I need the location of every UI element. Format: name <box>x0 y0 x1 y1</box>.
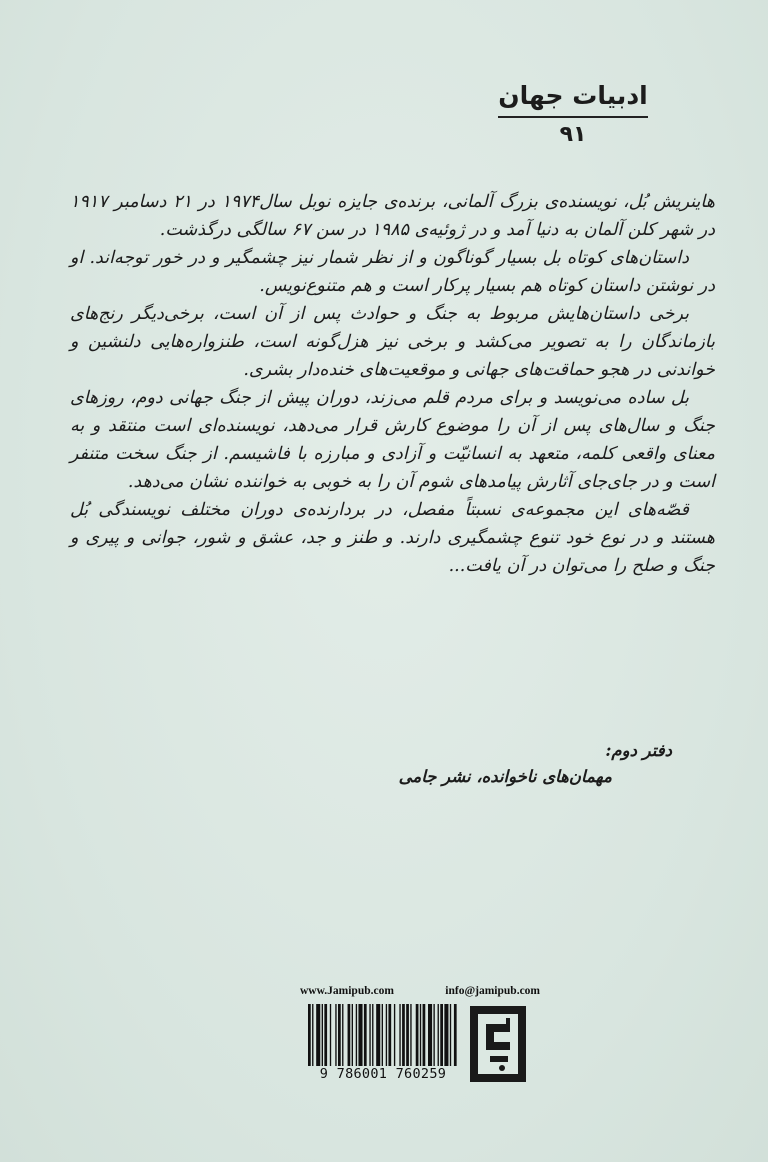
blurb-paragraph-4: بل ساده می‌نویسد و برای مردم قلم می‌زند، دوران پیش از جنگ جهانی دوم، روزهای جنگ و سال‌های پس از آن را موضوع کارش قرار می‌دهد، نویسنده‌ای است منتقد و به معنای واقعی کلمه، متعهد به انسانیّت و آزادی و مبارزه با فاشیسم. از جنگ سخت متنفر است و در جای‌جای آثارش پیامدهای شوم آن را به خوبی به خواننده نشان می‌دهد. <box>70 388 715 492</box>
barcode-bar <box>322 1004 323 1066</box>
barcode-bar <box>316 1004 320 1066</box>
barcode-bar <box>406 1004 409 1066</box>
barcode-bars <box>308 1004 458 1066</box>
blurb-paragraph-1: هاینریش بُل، نویسنده‌ی بزرگ آلمانی، برنده‌ی جایزه نوبل سال۱۹۷۴ در ۲۱ دسامبر ۱۹۱۷ در شهر کلن آلمان به دنیا آمد و در ژوئیه‌ی ۱۹۸۵ در سن ۶۷ سالگی درگذشت. <box>70 192 715 240</box>
barcode-bar <box>369 1004 370 1066</box>
second-book-note <box>272 738 672 790</box>
barcode-bar <box>382 1004 383 1066</box>
series-title: ادبیات جهان <box>498 81 648 110</box>
barcode-bar <box>308 1004 311 1066</box>
barcode-bar <box>428 1004 432 1066</box>
barcode-bar <box>438 1004 439 1066</box>
barcode-bar <box>364 1004 367 1066</box>
barcode-bar <box>386 1004 387 1066</box>
back-cover-blurb <box>70 188 715 580</box>
barcode-bar <box>402 1004 405 1066</box>
barcode-bar <box>376 1004 380 1066</box>
blurb-paragraph-5: قصّه‌های این مجموعه‌ی نسبتاً مفصل، در بردارنده‌ی دوران مختلف نویسندگی بُل هستند و در نوع خود تنوع چشمگیری دارند. و طنز و جد، عشق و شور، جوانی و پیری و جنگ و صلح را می‌توان در آن یافت... <box>70 500 715 576</box>
second-book-title: مهمان‌های ناخوانده، نشر جامی <box>398 767 612 786</box>
barcode-bar <box>420 1004 421 1066</box>
blurb-paragraph-2: داستان‌های کوتاه بل بسیار گوناگون و از نظر شمار نیز چشمگیر و در خور توجه‌اند. او در نوشتن داستان کوتاه هم بسیار پرکار است و هم متنوع‌نویس. <box>70 248 715 296</box>
barcode-bar <box>454 1004 457 1066</box>
barcode-bar <box>444 1004 448 1066</box>
barcode-bar <box>342 1004 343 1066</box>
publisher-contact <box>300 985 540 997</box>
barcode-bar <box>440 1004 443 1066</box>
barcode-bar <box>356 1004 357 1066</box>
barcode-bar <box>450 1004 451 1066</box>
publisher-email[interactable]: info@jamipub.com <box>445 985 540 997</box>
publisher-website[interactable]: www.Jamipub.com <box>300 985 394 997</box>
barcode-bar <box>324 1004 327 1066</box>
barcode-bar <box>372 1004 373 1066</box>
barcode-bar <box>433 1004 434 1066</box>
barcode-bar <box>348 1004 351 1066</box>
barcode-bar <box>399 1004 400 1066</box>
barcode-bar <box>338 1004 341 1066</box>
series-block <box>498 78 648 150</box>
barcode-bar <box>423 1004 426 1066</box>
barcode-bar <box>335 1004 336 1066</box>
second-book-label: دفتر دوم: <box>605 741 672 760</box>
series-divider <box>498 116 648 118</box>
barcode-bar <box>410 1004 411 1066</box>
blurb-paragraph-3: برخی داستان‌هایش مربوط به جنگ و حوادث پس از آن است، برخی‌دیگر رنج‌های بازماندگان را به تصویر می‌کشد و برخی نیز هزل‌گونه است، طنزواره‌هایی دلنشین و خواندنی در هجو حماقت‌های جهانی و موقعیت‌های خنده‌دار بشری. <box>70 304 715 380</box>
barcode-bar <box>394 1004 395 1066</box>
barcode-bar <box>358 1004 362 1066</box>
barcode-bar <box>352 1004 353 1066</box>
jami-logo-icon <box>468 1004 528 1084</box>
barcode-bar <box>416 1004 419 1066</box>
barcode-digits: 9 786001 760259 <box>319 1066 447 1082</box>
publisher-logo <box>468 1004 528 1084</box>
barcode-bar <box>330 1004 331 1066</box>
series-number: ۹۱ <box>559 122 587 147</box>
isbn-barcode <box>302 1004 464 1084</box>
barcode-bar <box>312 1004 313 1066</box>
barcode-bar <box>388 1004 391 1066</box>
